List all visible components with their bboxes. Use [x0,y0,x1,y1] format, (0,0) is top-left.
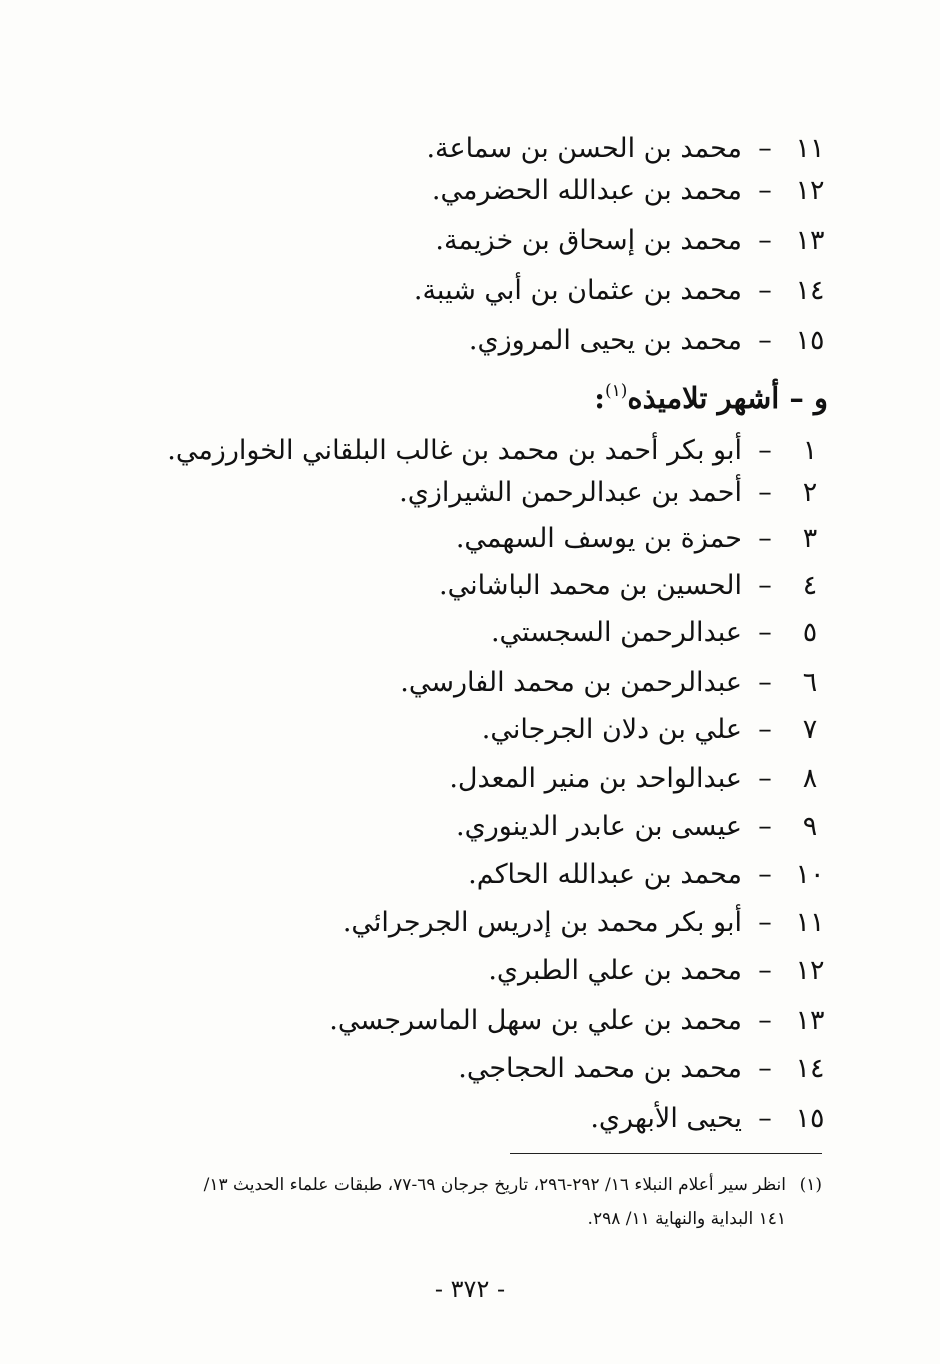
item-number: ١٤ [795,1053,825,1084]
item-dash: – [758,1053,772,1084]
heading-text: و – أشهر تلاميذه [627,381,828,415]
item-name: محمد بن عثمان بن أبي شيبة. [413,275,742,306]
item-dash: – [758,714,772,745]
item-number: ٦ [802,667,818,698]
item-number: ٧ [802,714,818,745]
item-number: ١٤ [795,275,825,306]
item-dash: – [758,133,772,164]
footnote-line [102,1202,822,1236]
item-name: محمد بن إسحاق بن خزيمة. [435,225,742,256]
item-name: حمزة بن يوسف السهمي. [455,523,742,554]
item-name: محمد بن الحسن بن سماعة. [426,133,742,164]
heading-colon: : [594,381,605,415]
item-dash: – [758,275,772,306]
item-number: ٤ [802,570,818,601]
item-name: الحسين بن محمد الباشاني. [439,570,742,601]
item-number: ١٢ [795,175,825,206]
item-name: عبدالواحد بن منير المعدل. [449,763,742,794]
item-name: عبدالرحمن بن محمد الفارسي. [400,667,742,698]
item-dash: – [758,811,772,842]
footnote-divider [510,1153,822,1154]
item-dash: – [758,1005,772,1036]
item-number: ١١ [795,907,825,938]
item-dash: – [758,617,772,648]
item-name: محمد بن محمد الحجاجي. [458,1053,742,1084]
item-dash: – [758,570,772,601]
item-number: ٩ [802,811,818,842]
item-dash: – [758,667,772,698]
item-dash: – [758,523,772,554]
item-name: عبدالرحمن السجستي. [490,617,742,648]
item-dash: – [758,325,772,356]
item-number: ٨ [802,763,818,794]
footnote-mark: (١) [799,1175,822,1195]
item-number: ٥ [802,617,818,648]
item-name: محمد بن عبدالله الحضرمي. [431,175,742,206]
item-number: ٣ [802,523,818,554]
item-name: علي بن دلان الجرجاني. [481,714,742,745]
item-dash: – [758,1103,772,1134]
item-dash: – [758,225,772,256]
item-name: عيسى بن عابدر الدينوري. [456,811,742,842]
item-name: محمد بن عبدالله الحاكم. [468,859,742,890]
item-name: أحمد بن عبدالرحمن الشيرازي. [399,477,742,508]
item-number: ١٠ [795,859,825,890]
item-name: أبو بكر محمد بن إدريس الجرجرائي. [342,907,742,938]
footnote-line [102,1168,822,1202]
footnote-ref: (١) [604,381,628,401]
item-dash: – [758,477,772,508]
page-number: - ٣٧٢ - [434,1275,506,1303]
item-dash: – [758,175,772,206]
item-number: ١٣ [795,225,825,256]
item-name: محمد بن علي بن سهل الماسرجسي. [329,1005,742,1036]
item-number: ١٥ [795,325,825,356]
item-dash: – [758,859,772,890]
item-number: ٢ [802,477,818,508]
item-number: ١٣ [795,1005,825,1036]
section-heading [594,368,828,421]
item-number: ١٥ [795,1103,825,1134]
footnote-text: انظر سير أعلام النبلاء ١٦/ ٢٩٢-٢٩٦، تاريخ جرجان ٦٩-٧٧، طبقات علماء الحديث ١٣/ [203,1175,786,1195]
footnote-text: ١٤١ البداية والنهاية ١١/ ٢٩٨. [587,1209,786,1229]
item-dash: – [758,907,772,938]
item-number: ١٢ [795,955,825,986]
item-dash: – [758,763,772,794]
item-name: محمد بن يحيى المروزي. [468,325,742,356]
item-name: يحيى الأبهري. [590,1103,742,1134]
item-number: ١ [802,435,818,466]
item-name: محمد بن علي الطبري. [488,955,742,986]
item-name: أبو بكر أحمد بن محمد بن غالب البلقاني الخوارزمي. [167,435,742,466]
item-dash: – [758,955,772,986]
item-number: ١١ [795,133,825,164]
item-dash: – [758,435,772,466]
